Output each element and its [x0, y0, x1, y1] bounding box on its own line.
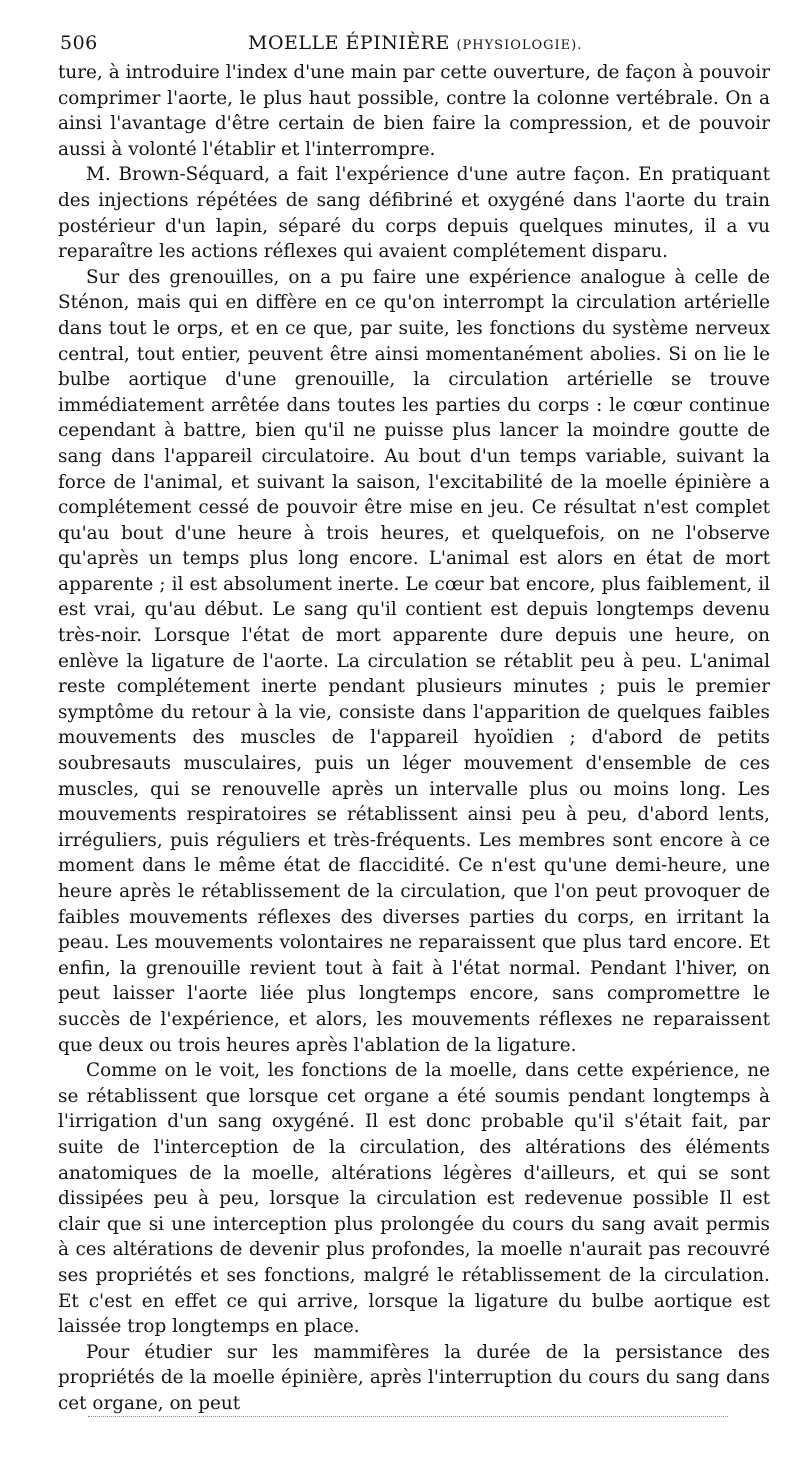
paragraph-comme-on-le-voit: Comme on le voit, les fonctions de la moelle, dans cette expérience, ne se rétablissent que lorsque cet organe a été soumis pendant longtemps à l'irrigation d'un sang oxygéné. Il est donc probable qu'il s'était fait, par suite de l'interception de la circulation, des altérations des éléments anatomiques de la moelle, altérations légères d'ailleurs, et qui se sont dissipées peu à peu, lorsque la circulation est redevenue possible Il est clair que si une interception plus prolongée du cours du sang avait permis à ces altérations de devenir plus profondes, la moelle n'aurait pas recouvré ses propriétés et ses fonctions, malgré le rétablissement de la circulation. Et c'est en effet ce qui arrive, lorsque la ligature du bulbe aortique est laissée trop longtemps en place.: [58, 1060, 770, 1338]
running-head: [248, 32, 582, 54]
running-head-title: MOELLE ÉPINIÈRE: [248, 32, 450, 54]
paragraph-mammiferes: Pour étudier sur les mammifères la durée de la persistance des propriétés de la moelle épinière, après l'interruption du cours du sang dans cet organe, on peut: [58, 1341, 770, 1414]
page-header: [58, 20, 770, 60]
bleed-through-rule: [88, 1416, 728, 1417]
page-number: 506: [60, 32, 98, 54]
running-head-subtitle: (PHYSIOLOGIE).: [456, 38, 583, 53]
paragraph-continued: ture, à introduire l'index d'une main par cette ouverture, de façon à pouvoir comprimer l'aorte, le plus haut possible, contre la colonne vertébrale. On a ainsi l'avantage d'être certain de bien faire la compression, et de pouvoir aussi à volonté l'établir et l'interrompre.: [58, 62, 770, 160]
paragraph-brown-sequard: M. Brown-Séquard, a fait l'expérience d'une autre façon. En pratiquant des injections répétées de sang défibriné et oxygéné dans l'aorte du train postérieur d'un lapin, séparé du corps depuis quelques minutes, il a vu reparaître les actions réflexes qui avaient complétement disparu.: [58, 164, 770, 263]
paragraph-grenouilles: Sur des grenouilles, on a pu faire une expérience analogue à celle de Sténon, mais qui en diffère en ce qu'on interrompt la circulation artérielle dans tout le orps, et en ce que, par suite, les fonctions du système nerveux central, tout entier, peuvent être ainsi momentanément abolies. Si on lie le bulbe aortique d'une grenouille, la circulation artérielle se trouve immédiatement arrêtée dans toutes les parties du corps : le cœur continue cependant à battre, bien qu'il ne puisse plus lancer la moindre goutte de sang dans l'appareil circulatoire. Au bout d'un temps variable, suivant la force de l'animal, et suivant la saison, l'excitabilité de la moelle épinière a complétement cessé de pouvoir être mise en jeu. Ce résultat n'est complet qu'au bout d'une heure à trois heures, et quelquefois, on ne l'observe qu'après un temps plus long encore. L'animal est alors en état de mort apparente ; il est absolument inerte. Le cœur bat encore, plus faiblement, il est vrai, qu'au début. Le sang qu'il contient est depuis longtemps devenu très-noir. Lorsque l'état de mort apparente dure depuis une heure, on enlève la ligature de l'aorte. La circulation se rétablit peu à peu. L'animal reste complétement inerte pendant plusieurs minutes ; puis le premier symptôme du retour à la vie, consiste dans l'apparition de quelques faibles mouvements des muscles de l'appareil hyoïdien ; d'abord de petits soubresauts musculaires, puis un léger mouvement d'ensemble de ces muscles, qui se renouvelle après un intervalle plus ou moins long. Les mouvements respiratoires se rétablissent ainsi peu à peu, d'abord lents, irréguliers, puis réguliers et très-fréquents. Les membres sont encore à ce moment dans le même état de flaccidité. Ce n'est qu'une demi-heure, une heure après le rétablissement de la circulation, que l'on peut provoquer de faibles mouvements réflexes des diverses parties du corps, en irritant la peau. Les mouvements volontaires ne reparaissent que plus tard encore. Et enfin, la grenouille revient tout à fait à l'état normal. Pendant l'hiver, on peut laisser l'aorte liée plus longtemps encore, sans compromettre le succès de l'expérience, et alors, les mouvements réflexes ne reparaissent que deux ou trois heures après l'ablation de la ligature.: [58, 266, 770, 1056]
body-text: [58, 60, 770, 1416]
book-page: [58, 20, 770, 1416]
